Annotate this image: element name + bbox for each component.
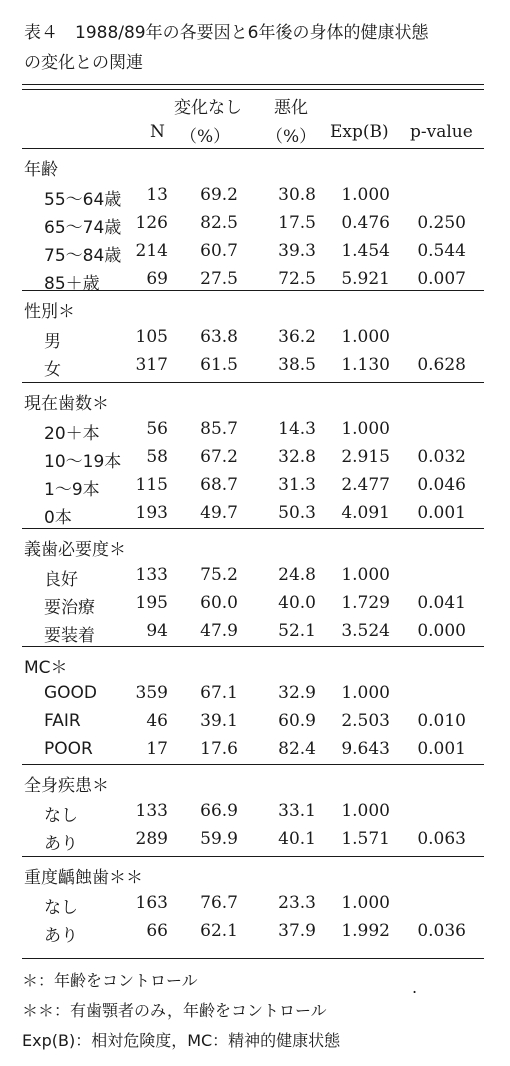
cell-exp-b: 1.454	[341, 241, 390, 261]
cell-worse-pct: 14.3	[278, 419, 316, 439]
cell-n: 126	[135, 213, 168, 233]
section-rule	[22, 856, 484, 857]
cell-no-change-pct: 47.9	[200, 621, 238, 641]
cell-exp-b: 4.091	[341, 503, 390, 523]
row-label: なし	[44, 898, 78, 918]
cell-p-value: 0.544	[417, 241, 466, 261]
cell-n: 214	[135, 241, 168, 261]
top-rule-upper	[22, 84, 484, 85]
cell-worse-pct: 32.8	[278, 447, 316, 467]
cell-no-change-pct: 67.2	[200, 447, 238, 467]
section-label: 現在歯数＊	[24, 394, 109, 414]
cell-n: 58	[146, 447, 168, 467]
cell-no-change-pct: 75.2	[200, 565, 238, 585]
row-label: 20＋本	[44, 424, 100, 444]
table-row	[0, 801, 510, 829]
row-label: 要治療	[44, 598, 95, 618]
cell-no-change-pct: 17.6	[200, 739, 238, 759]
cell-p-value: 0.628	[417, 355, 466, 375]
cell-worse-pct: 52.1	[278, 621, 316, 641]
table-row	[0, 503, 510, 531]
cell-n: 66	[146, 921, 168, 941]
row-label: 85＋歳	[44, 274, 100, 294]
cell-worse-pct: 31.3	[278, 475, 316, 495]
table-row	[0, 419, 510, 447]
cell-worse-pct: 82.4	[278, 739, 316, 759]
cell-worse-pct: 50.3	[278, 503, 316, 523]
cell-p-value: 0.001	[417, 739, 466, 759]
section-rule	[22, 528, 484, 529]
cell-no-change-pct: 85.7	[200, 419, 238, 439]
table-row	[0, 593, 510, 621]
cell-no-change-pct: 49.7	[200, 503, 238, 523]
cell-exp-b: 1.992	[341, 921, 390, 941]
row-label: 要装着	[44, 626, 95, 646]
cell-worse-pct: 17.5	[278, 213, 316, 233]
cell-p-value: 0.046	[417, 475, 466, 495]
header-bad-top: 悪化	[274, 98, 308, 118]
row-label: 0本	[44, 508, 72, 528]
row-label: GOOD	[44, 683, 98, 703]
cell-p-value: 0.250	[417, 213, 466, 233]
cell-worse-pct: 24.8	[278, 565, 316, 585]
table-row	[0, 711, 510, 739]
table-row	[0, 739, 510, 767]
cell-no-change-pct: 60.7	[200, 241, 238, 261]
header-bad-bottom: （%）	[266, 127, 317, 147]
cell-n: 105	[135, 327, 168, 347]
cell-no-change-pct: 60.0	[200, 593, 238, 613]
table-row	[0, 185, 510, 213]
cell-no-change-pct: 69.2	[200, 185, 238, 205]
cell-worse-pct: 60.9	[278, 711, 316, 731]
cell-exp-b: 1.000	[341, 185, 390, 205]
cell-p-value: 0.010	[417, 711, 466, 731]
cell-p-value: 0.001	[417, 503, 466, 523]
row-label: 10〜19本	[44, 452, 122, 472]
cell-no-change-pct: 62.1	[200, 921, 238, 941]
cell-no-change-pct: 67.1	[200, 683, 238, 703]
section-label: MC＊	[24, 658, 68, 678]
cell-n: 69	[146, 269, 168, 289]
title-line-2: の変化との関連	[24, 53, 143, 73]
header-none-bottom: （%）	[180, 127, 231, 147]
cell-p-value: 0.000	[417, 621, 466, 641]
cell-n: 289	[135, 829, 168, 849]
cell-exp-b: 5.921	[341, 269, 390, 289]
table-row	[0, 447, 510, 475]
section-rule	[22, 290, 484, 291]
row-label: あり	[44, 926, 78, 946]
cell-worse-pct: 72.5	[278, 269, 316, 289]
cell-exp-b: 0.476	[341, 213, 390, 233]
cell-exp-b: 1.000	[341, 565, 390, 585]
cell-n: 17	[146, 739, 168, 759]
header-exp: Exp(B)	[330, 122, 389, 142]
row-label: 1〜9本	[44, 480, 100, 500]
cell-p-value: 0.063	[417, 829, 466, 849]
header-n: N	[150, 122, 165, 142]
row-label: 75〜84歳	[44, 246, 122, 266]
cell-exp-b: 9.643	[341, 739, 390, 759]
cell-n: 359	[135, 683, 168, 703]
cell-no-change-pct: 76.7	[200, 893, 238, 913]
cell-worse-pct: 38.5	[278, 355, 316, 375]
table-row	[0, 921, 510, 949]
section-label: 年齢	[24, 160, 58, 180]
table-row	[0, 213, 510, 241]
title-line-1: 表４ 1988/89年の各要因と6年後の身体的健康状態	[24, 23, 429, 43]
cell-worse-pct: 36.2	[278, 327, 316, 347]
cell-n: 46	[146, 711, 168, 731]
row-label: あり	[44, 834, 78, 854]
table-row	[0, 565, 510, 593]
section-label: 性別＊	[24, 302, 75, 322]
cell-n: 56	[146, 419, 168, 439]
cell-exp-b: 1.571	[341, 829, 390, 849]
section-label: 義歯必要度＊	[24, 540, 126, 560]
section-rule	[22, 958, 484, 959]
cell-worse-pct: 23.3	[278, 893, 316, 913]
cell-no-change-pct: 66.9	[200, 801, 238, 821]
cell-no-change-pct: 39.1	[200, 711, 238, 731]
cell-exp-b: 1.000	[341, 419, 390, 439]
cell-n: 133	[135, 801, 168, 821]
footnote-1: ＊：年齢をコントロール	[22, 971, 198, 990]
cell-no-change-pct: 59.9	[200, 829, 238, 849]
cell-worse-pct: 40.1	[278, 829, 316, 849]
cell-n: 195	[135, 593, 168, 613]
cell-n: 133	[135, 565, 168, 585]
cell-no-change-pct: 61.5	[200, 355, 238, 375]
cell-exp-b: 1.000	[341, 893, 390, 913]
table-row	[0, 269, 510, 297]
header-none-top: 変化なし	[174, 98, 242, 118]
section-label: 全身疾患＊	[24, 776, 109, 796]
footnote-3: Exp(B)：相対危険度，MC：精神的健康状態	[22, 1031, 341, 1050]
table-row	[0, 829, 510, 857]
header-rule	[22, 148, 484, 149]
cell-exp-b: 2.915	[341, 447, 390, 467]
cell-worse-pct: 32.9	[278, 683, 316, 703]
cell-worse-pct: 37.9	[278, 921, 316, 941]
cell-exp-b: 2.503	[341, 711, 390, 731]
footnote-2: ＊＊：有歯顎者のみ，年齢をコントロール	[22, 1001, 327, 1020]
row-label: 女	[44, 360, 61, 380]
row-label: 男	[44, 332, 61, 352]
row-label: なし	[44, 806, 78, 826]
table-row	[0, 683, 510, 711]
cell-p-value: 0.036	[417, 921, 466, 941]
section-rule	[22, 764, 484, 765]
section-rule	[22, 382, 484, 383]
table-row	[0, 475, 510, 503]
cell-exp-b: 1.000	[341, 683, 390, 703]
cell-n: 163	[135, 893, 168, 913]
cell-exp-b: 1.000	[341, 327, 390, 347]
row-label: 55〜64歳	[44, 190, 122, 210]
cell-no-change-pct: 82.5	[200, 213, 238, 233]
cell-n: 317	[135, 355, 168, 375]
cell-exp-b: 3.524	[341, 621, 390, 641]
cell-n: 13	[146, 185, 168, 205]
cell-worse-pct: 33.1	[278, 801, 316, 821]
cell-exp-b: 2.477	[341, 475, 390, 495]
header-p-value: p-value	[410, 122, 473, 142]
table-row	[0, 893, 510, 921]
table-title	[24, 18, 494, 78]
cell-worse-pct: 30.8	[278, 185, 316, 205]
cell-exp-b: 1.130	[341, 355, 390, 375]
cell-n: 115	[135, 475, 168, 495]
table-row	[0, 327, 510, 355]
cell-p-value: 0.041	[417, 593, 466, 613]
row-label: FAIR	[44, 711, 81, 731]
cell-no-change-pct: 63.8	[200, 327, 238, 347]
row-label: 65〜74歳	[44, 218, 122, 238]
cell-exp-b: 1.729	[341, 593, 390, 613]
table-row	[0, 355, 510, 383]
footnotes	[22, 966, 340, 1056]
top-rule-lower	[22, 89, 484, 90]
cell-no-change-pct: 68.7	[200, 475, 238, 495]
cell-p-value: 0.032	[417, 447, 466, 467]
row-label: 良好	[44, 570, 78, 590]
cell-n: 94	[146, 621, 168, 641]
cell-worse-pct: 40.0	[278, 593, 316, 613]
cell-worse-pct: 39.3	[278, 241, 316, 261]
section-label: 重度齲蝕歯＊＊	[24, 868, 143, 888]
table-row	[0, 621, 510, 649]
table-row	[0, 241, 510, 269]
stray-mark: .	[412, 978, 418, 997]
section-rule	[22, 646, 484, 647]
row-label: POOR	[44, 739, 93, 759]
cell-no-change-pct: 27.5	[200, 269, 238, 289]
cell-exp-b: 1.000	[341, 801, 390, 821]
cell-p-value: 0.007	[417, 269, 466, 289]
cell-n: 193	[135, 503, 168, 523]
